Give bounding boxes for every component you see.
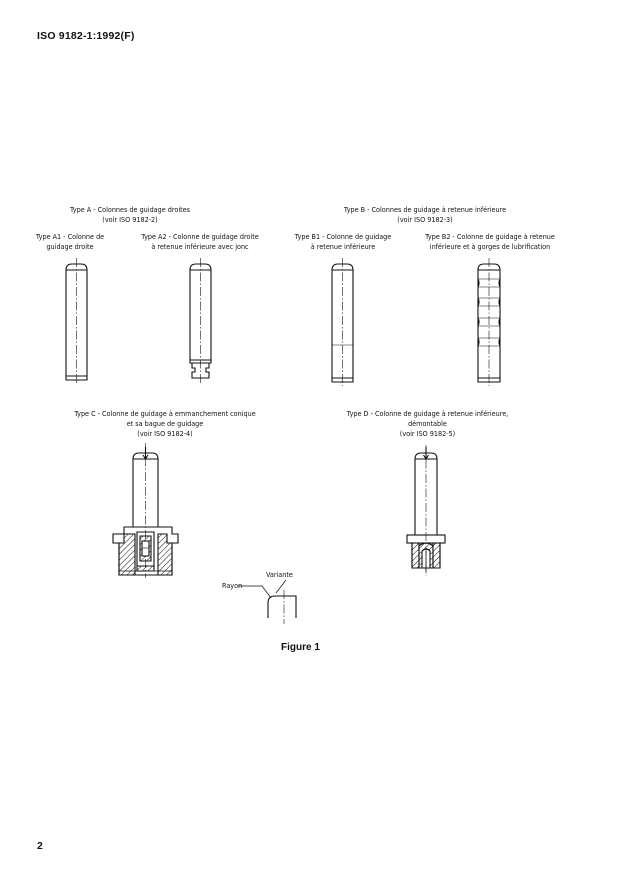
- type-a2-line1: Type A2 - Colonne de guidage droite: [141, 232, 259, 241]
- type-a1-line1: Type A1 - Colonne de: [35, 232, 105, 241]
- type-a-title: Type A - Colonnes de guidage droites: [69, 205, 191, 214]
- type-d-line1: Type D - Colonne de guidage à retenue inférieure,: [346, 409, 509, 418]
- variante-label: Variante: [266, 570, 293, 579]
- type-b2-line1: Type B2 - Colonne de guidage à retenue: [425, 232, 555, 241]
- type-b-ref: (voir ISO 9182-3): [397, 215, 453, 224]
- pillar-b2-drawing: [478, 258, 500, 386]
- type-d-line2: démontable: [408, 419, 447, 428]
- type-c-line1: Type C - Colonne de guidage à emmanchement conique: [74, 409, 256, 418]
- page-number: 2: [37, 840, 43, 852]
- type-a-ref: (voir ISO 9182-2): [102, 215, 158, 224]
- type-b2-line2: inférieure et à gorges de lubrification: [429, 242, 551, 251]
- pillar-b1-drawing: [332, 258, 353, 386]
- type-b-title: Type B - Colonnes de guidage à retenue inférieure: [343, 205, 507, 214]
- pillar-c-assembly-drawing: [113, 443, 178, 578]
- type-b1-line2: à retenue inférieure: [310, 242, 376, 251]
- variant-detail-drawing: [238, 580, 296, 624]
- type-b1-line1: Type B1 - Colonne de guidage: [294, 232, 392, 241]
- type-c-line2: et sa bague de guidage: [126, 419, 204, 428]
- type-d-ref: (voir ISO 9182-5): [399, 429, 456, 438]
- type-c-ref: (voir ISO 9182-4): [137, 429, 193, 438]
- figure-caption: Figure 1: [281, 642, 320, 653]
- type-a1-line2: guidage droite: [46, 242, 94, 251]
- pillar-d-assembly-drawing: [407, 445, 445, 576]
- document-id: ISO 9182-1:1992(F): [37, 30, 135, 42]
- rayon-label: Rayon: [222, 581, 243, 590]
- pillar-a2-drawing: [190, 258, 211, 384]
- pillar-a1-drawing: [66, 258, 87, 385]
- type-a2-line2: à retenue inférieure avec jonc: [151, 242, 249, 251]
